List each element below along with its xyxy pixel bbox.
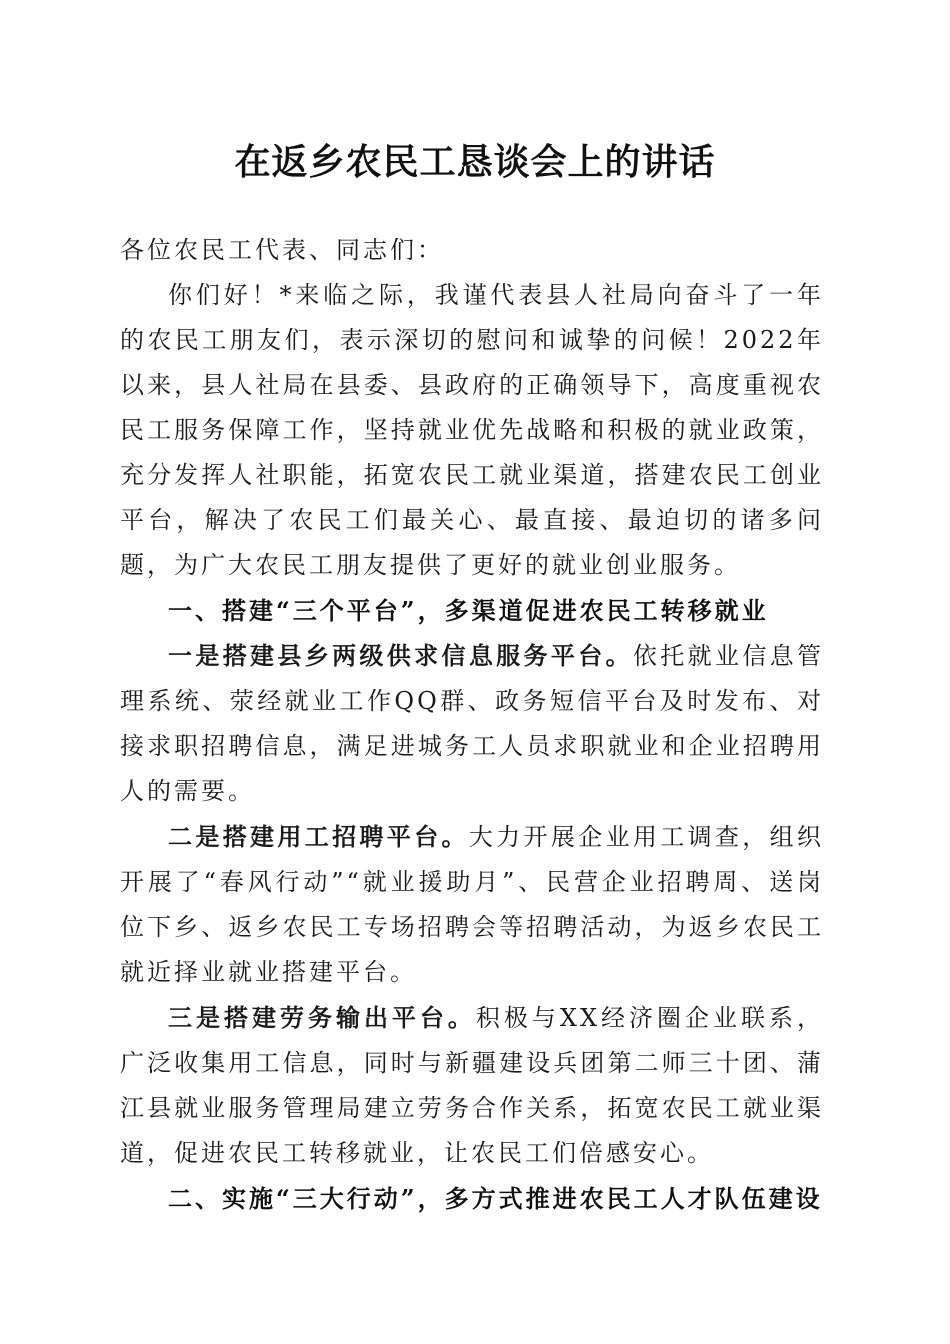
- item-3-lead: 三是搭建劳务输出平台。: [168, 1003, 476, 1032]
- section-1-item-2: [120, 814, 824, 995]
- document-title: 在返乡农民工恳谈会上的讲话: [234, 141, 716, 183]
- item-2-text: 大力开展企业用工调查，组织开展了“春风行动”“就业援助月”、民营企业招聘周、送岗位下乡、返乡农民工专场招聘会等招聘活动，为返乡农民工就近择业就业搭建平台。: [120, 823, 825, 986]
- section-1-heading: 一、搭建“三个平台”，多渠道促进农民工转移就业: [168, 596, 769, 625]
- item-3-text: 积极与XX经济圈企业联系，广泛收集用工信息，同时与新疆建设兵团第二师三十团、蒲江县就业服务管理局建立劳务合作关系，拓宽农民工就业渠道，促进农民工转移就业，让农民工们倍感安心。: [120, 1004, 825, 1167]
- section-1-item-3: [120, 995, 824, 1176]
- document-body: [120, 228, 824, 1221]
- item-2-lead: 二是搭建用工招聘平台。: [168, 822, 469, 851]
- section-1-item-1: [120, 633, 824, 814]
- item-1-lead: 一是搭建县乡两级供求信息服务平台。: [168, 641, 633, 670]
- intro-paragraph: 你们好！*来临之际，我谨代表县人社局向奋斗了一年的农民工朋友们，表示深切的慰问和诚挚的问候！2022年以来，县人社局在县委、县政府的正确领导下，高度重视农民工服务保障工作，坚持就业优先战略和积极的就业政策，充分发挥人社职能，拓宽农民工就业渠道，搭建农民工创业平台，解决了农民工们最关心、最直接、最迫切的诸多问题，为广大农民工朋友提供了更好的就业创业服务。: [120, 281, 824, 579]
- salutation: 各位农民工代表、同志们：: [120, 236, 444, 264]
- section-2-heading: 二、实施“三大行动”，多方式推进农民工人才队伍建设: [168, 1184, 823, 1213]
- item-1-text: 依托就业信息管理系统、荥经就业工作QQ群、政务短信平台及时发布、对接求职招聘信息，满足进城务工人员求职就业和企业招聘用人的需要。: [120, 642, 825, 805]
